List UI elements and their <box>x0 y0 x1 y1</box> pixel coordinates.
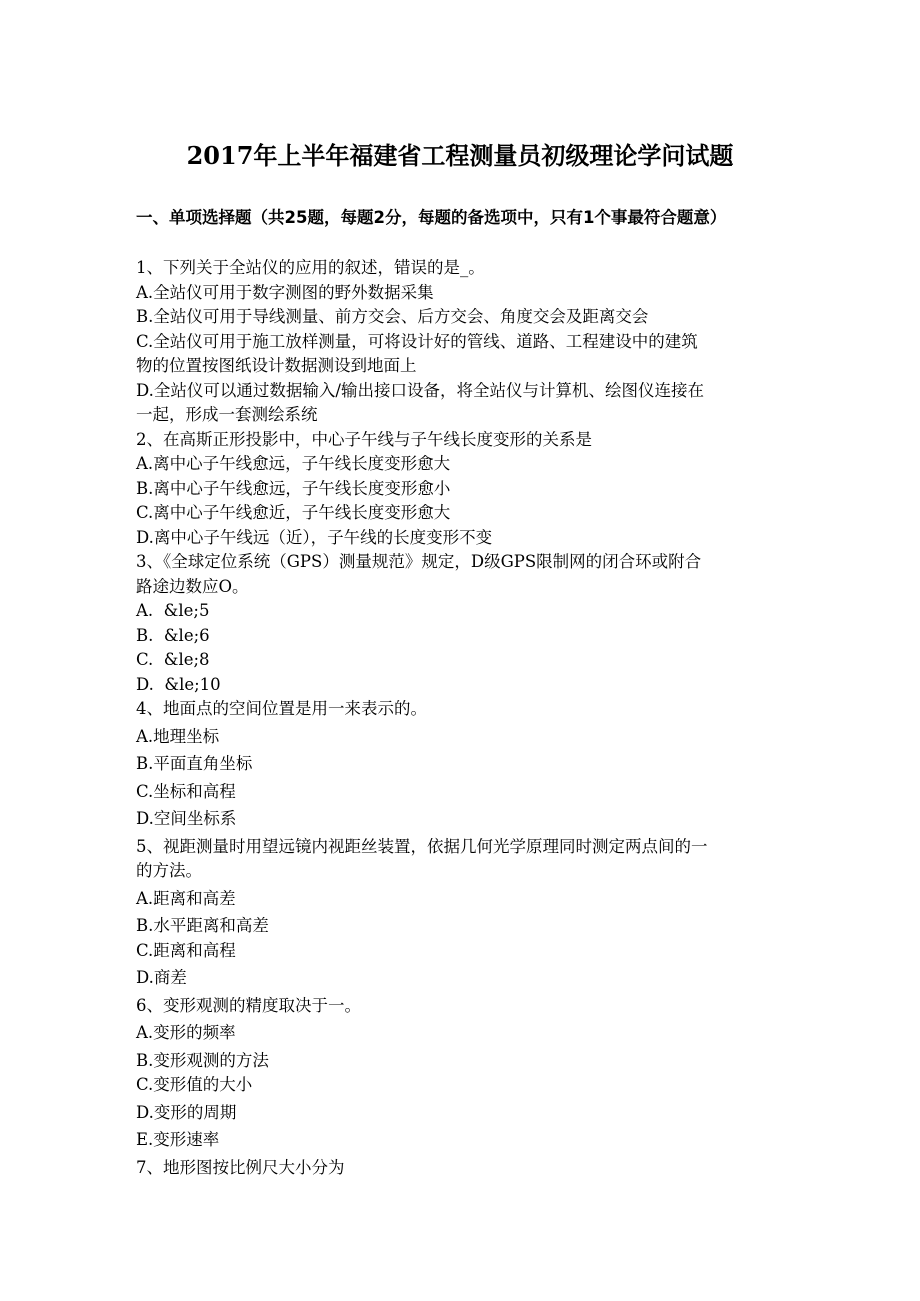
text-line: 的方法。 <box>136 861 202 880</box>
text-line: C.离中心子午线愈近，子午线长度变形愈大 <box>136 503 451 522</box>
text-line: C. &le;8 <box>136 650 210 669</box>
text-line: 2、在高斯正形投影中，中心子午线与子午线长度变形的关系是 <box>136 429 592 449</box>
text-line: B.离中心子午线愈远，子午线长度变形愈小 <box>136 478 451 498</box>
text-line: D.空间坐标系 <box>136 809 237 828</box>
question-body <box>136 256 786 1180</box>
text-line: B.水平距离和高差 <box>136 916 269 935</box>
text-line: 4、地面点的空间位置是用一来表示的。 <box>136 699 427 718</box>
text-line: B.变形观测的方法 <box>136 1050 269 1070</box>
text-line: D.离中心子午线远（近），子午线的长度变形不变 <box>136 527 493 547</box>
text-line: 6、变形观测的精度取决于一。 <box>136 995 361 1015</box>
text-line: 一起，形成一套测绘系统 <box>136 405 318 424</box>
text-line: A.变形的频率 <box>136 1023 236 1042</box>
text-line: B. &le;6 <box>136 625 210 645</box>
document-title: 2017年上半年福建省工程测量员初级理论学问试题 <box>186 141 734 170</box>
text-line: 3、《全球定位系统（GPS）测量规范》规定，D级GPS限制网的闭合环或附合 <box>136 552 702 571</box>
text-line: C.坐标和高程 <box>136 781 236 801</box>
text-line: 物的位置按图纸设计数据测设到地面上 <box>136 356 417 375</box>
text-line: B.全站仪可用于导线测量、前方交会、后方交会、角度交会及距离交会 <box>136 307 649 326</box>
text-line: A.离中心子午线愈远，子午线长度变形愈大 <box>136 454 451 473</box>
text-line: 5、视距测量时用望远镜内视距丝装置，依据几何光学原理同时测定两点间的一 <box>136 836 708 856</box>
text-line: A.全站仪可用于数字测图的野外数据采集 <box>136 282 434 302</box>
text-line: D. &le;10 <box>136 674 221 694</box>
text-line: D.全站仪可以通过数据输入/输出接口设备，将全站仪与计算机、绘图仪连接在 <box>136 380 704 400</box>
text-line: C.全站仪可用于施工放样测量，可将设计好的管线、道路、工程建设中的建筑 <box>136 331 698 351</box>
text-line: E.变形速率 <box>136 1130 220 1149</box>
text-line: C.距离和高程 <box>136 940 236 960</box>
text-line: A. &le;5 <box>136 601 210 620</box>
text-line: D.变形的周期 <box>136 1102 237 1122</box>
text-line: 1、下列关于全站仪的应用的叙述，错误的是_。 <box>136 258 485 277</box>
text-line: 7、地形图按比例尺大小分为 <box>136 1157 345 1177</box>
text-line: A.地理坐标 <box>136 726 220 746</box>
text-line: B.平面直角坐标 <box>136 754 253 773</box>
text-line: 路途边数应O。 <box>136 576 249 596</box>
text-line: A.距离和高差 <box>136 888 236 908</box>
text-line: D.商差 <box>136 968 187 987</box>
text-line: C.变形值的大小 <box>136 1075 253 1094</box>
section-heading: 一、单项选择题（共25题，每题2分，每题的备选项中，只有1个事最符合题意） <box>136 208 727 227</box>
